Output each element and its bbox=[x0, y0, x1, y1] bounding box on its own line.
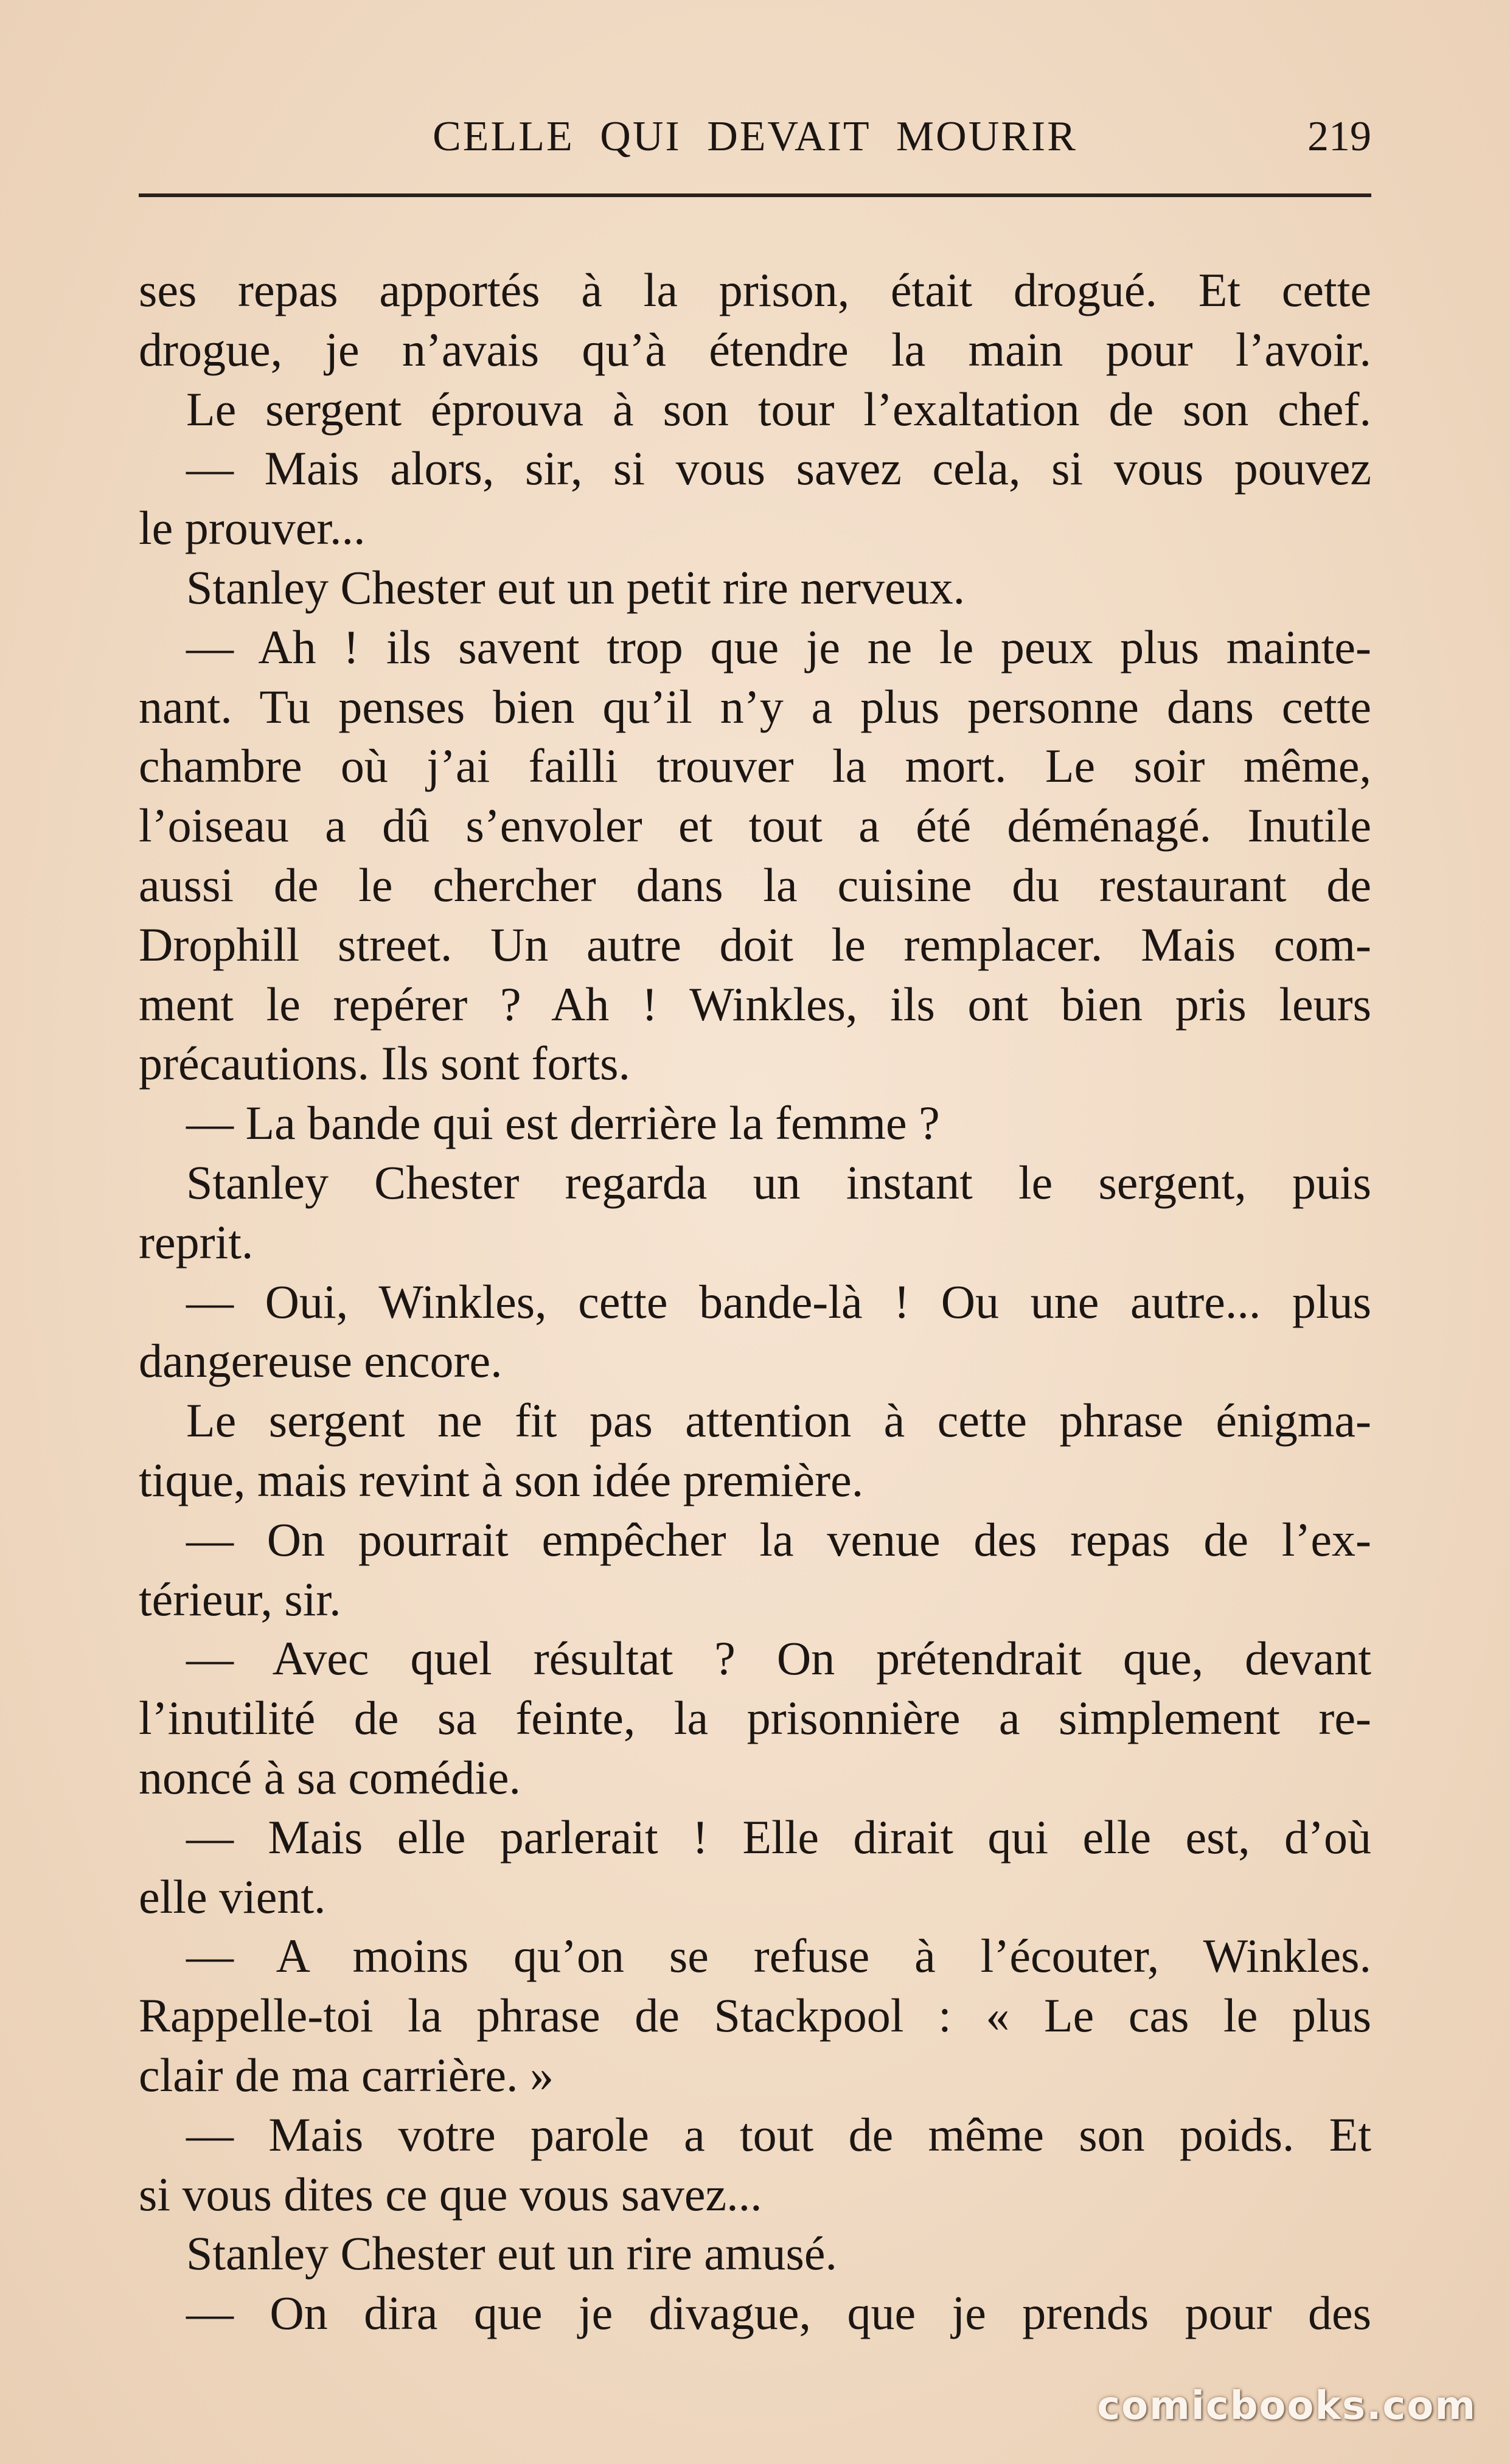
text-line: chambre où j’ai failli trouver la mort. Le soir même, bbox=[139, 739, 1371, 793]
text-line: si vous dites ce que vous savez... bbox=[139, 2167, 762, 2221]
watermark-logo: comicbooks.com bbox=[1097, 2384, 1477, 2429]
text-line: drogue, je n’avais qu’à étendre la main pour l’avoir. bbox=[139, 322, 1371, 376]
text-line: — Mais elle parlerait ! Elle dirait qui elle est, d’où bbox=[186, 1810, 1371, 1864]
text-line: clair de ma carrière. » bbox=[139, 2048, 554, 2101]
text-line: — La bande qui est derrière la femme ? bbox=[186, 1096, 940, 1150]
text-line: tique, mais revint à son idée première. bbox=[139, 1453, 864, 1506]
text-line: — Avec quel résultat ? On prétendrait que, devant bbox=[186, 1632, 1371, 1685]
text-line: Le sergent ne fit pas attention à cette phrase énigma- bbox=[186, 1394, 1371, 1447]
text-line: aussi de le chercher dans la cuisine du restaurant de bbox=[139, 858, 1371, 911]
text-line: Rappelle-toi la phrase de Stackpool : « Le cas le plus bbox=[139, 1989, 1371, 2042]
text-line: térieur, sir. bbox=[139, 1572, 341, 1626]
text-line: l’oiseau a dû s’envoler et tout a été déménagé. Inutile bbox=[139, 799, 1371, 852]
text-line: ses repas apportés à la prison, était drogué. Et cette bbox=[139, 263, 1371, 316]
running-title: CELLE QUI DEVAIT MOURIR bbox=[433, 113, 1077, 160]
text-line: Stanley Chester eut un rire amusé. bbox=[186, 2227, 838, 2280]
text-line: Stanley Chester eut un petit rire nerveux. bbox=[186, 560, 965, 614]
text-line: l’inutilité de sa feinte, la prisonnière a simplement re- bbox=[139, 1691, 1371, 1745]
text-line: — On dira que je divague, que je prends pour des bbox=[186, 2286, 1371, 2340]
text-line: ment le repérer ? Ah ! Winkles, ils ont bien pris leurs bbox=[139, 977, 1371, 1031]
text-line: dangereuse encore. bbox=[139, 1334, 503, 1388]
text-line: précautions. Ils sont forts. bbox=[139, 1037, 631, 1090]
text-line: — Mais alors, sir, si vous savez cela, si vous pouvez bbox=[186, 442, 1371, 495]
text-line: — Mais votre parole a tout de même son poids. Et bbox=[186, 2107, 1371, 2161]
text-line: Stanley Chester regarda un instant le sergent, puis bbox=[186, 1155, 1371, 1209]
text-line: — Oui, Winkles, cette bande-là ! Ou une autre... plus bbox=[186, 1275, 1371, 1328]
running-header bbox=[139, 113, 1371, 167]
page-number: 219 bbox=[1307, 113, 1371, 160]
header-rule bbox=[139, 193, 1371, 197]
text-line: Drophill street. Un autre doit le remplacer. Mais com- bbox=[139, 917, 1371, 971]
text-line: nant. Tu penses bien qu’il n’y a plus personne dans cette bbox=[139, 680, 1371, 733]
text-line: noncé à sa comédie. bbox=[139, 1750, 521, 1804]
text-line: le prouver... bbox=[139, 501, 366, 555]
text-line: — A moins qu’on se refuse à l’écouter, Winkles. bbox=[186, 1929, 1371, 1983]
text-line: — On pourrait empêcher la venue des repas de l’ex- bbox=[186, 1512, 1371, 1566]
text-line: Le sergent éprouva à son tour l’exaltation de son chef. bbox=[186, 382, 1371, 436]
text-line: — Ah ! ils savent trop que je ne le peux plus mainte- bbox=[186, 620, 1371, 673]
body-text bbox=[139, 260, 1371, 2343]
text-line: elle vient. bbox=[139, 1870, 326, 1923]
text-line: reprit. bbox=[139, 1215, 254, 1269]
